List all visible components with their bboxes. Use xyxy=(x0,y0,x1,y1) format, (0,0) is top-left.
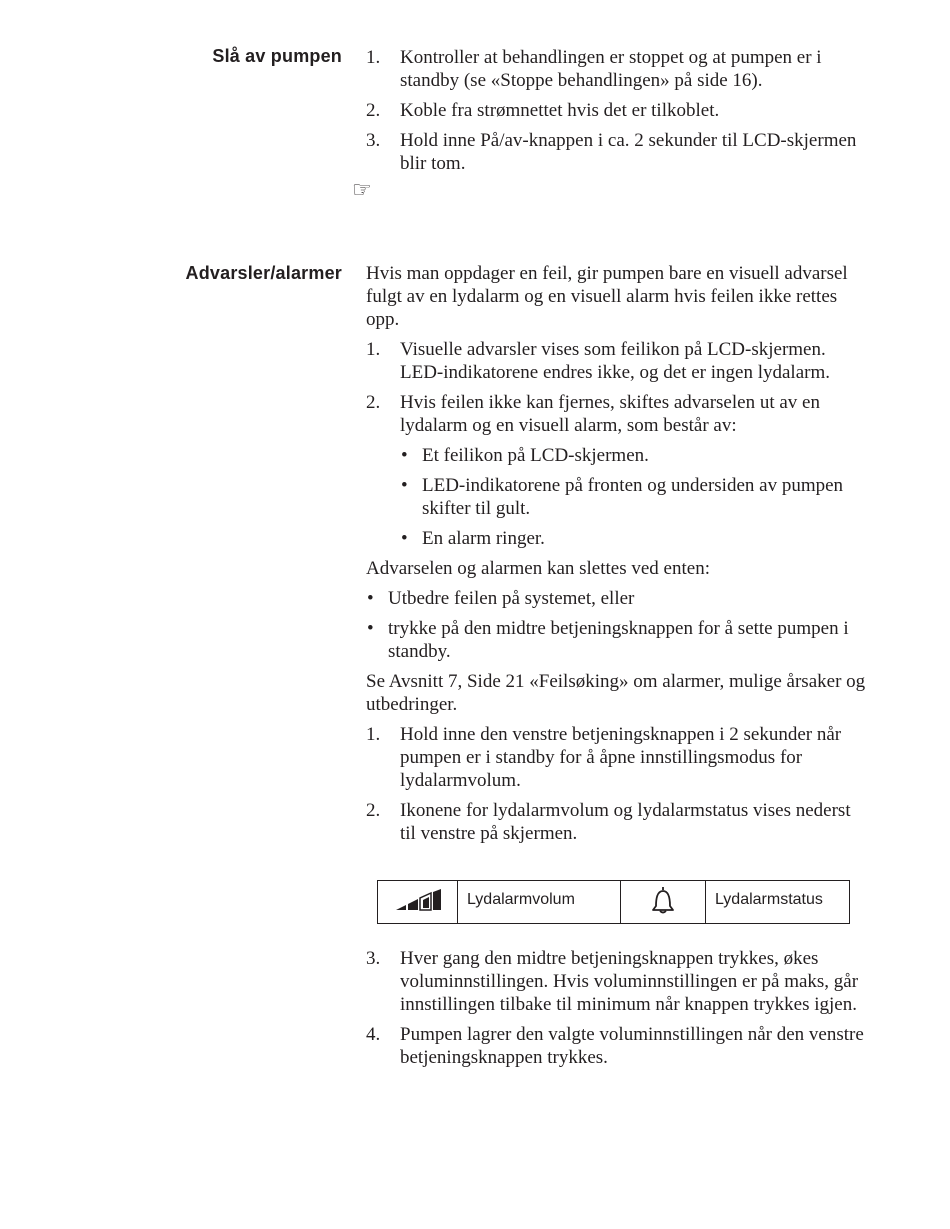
step-number: 2. xyxy=(366,392,381,413)
bullet: • xyxy=(367,618,374,639)
step-number: 4. xyxy=(366,1024,381,1045)
step-number: 1. xyxy=(366,47,381,68)
step-text: Visuelle advarsler vises som feilikon på LCD-skjermen. LED-indikatorene endres ikke, og det er ingen lydalarm. xyxy=(400,339,830,383)
step-text: Pumpen lagrer den valgte voluminnstillingen når den venstre betjeningsknappen trykkes. xyxy=(400,1024,864,1068)
step-number: 1. xyxy=(366,339,381,360)
step-number: 3. xyxy=(366,948,381,969)
list-item xyxy=(366,947,866,1016)
bullet-text: Utbedre feilen på systemet, eller xyxy=(388,588,635,609)
step-text: Hvis feilen ikke kan fjernes, skiftes advarselen ut av en lydalarm og en visuell alarm, som består av: xyxy=(400,392,820,436)
turn-off-steps xyxy=(366,46,866,182)
reference-paragraph: Se Avsnitt 7, Side 21 «Feilsøking» om alarmer, mulige årsaker og utbedringer. xyxy=(366,671,866,715)
list-item xyxy=(366,1023,866,1069)
warnings-alarms-body xyxy=(366,262,866,852)
list-item xyxy=(366,723,866,792)
clear-paragraph: Advarselen og alarmen kan slettes ved enten: xyxy=(366,558,710,579)
step-number: 1. xyxy=(366,724,381,745)
bullet: • xyxy=(401,475,408,496)
bullet: • xyxy=(401,528,408,549)
volume-bars-icon xyxy=(378,881,458,924)
list-item xyxy=(366,587,866,610)
list-item xyxy=(366,46,866,92)
list-item xyxy=(366,617,866,663)
list-item xyxy=(400,527,866,550)
volume-steps-continued xyxy=(366,947,866,1076)
status-label: Lydalarmstatus xyxy=(706,881,850,924)
bullet-text: Et feilikon på LCD-skjermen. xyxy=(422,445,649,466)
step-text: Ikonene for lydalarmvolum og lydalarmstatus vises nederst til venstre på skjermen. xyxy=(400,800,851,844)
bullet-text: LED-indikatorene på fronten og undersiden av pumpen skifter til gult. xyxy=(422,475,844,519)
list-item xyxy=(366,99,866,122)
bullet: • xyxy=(401,445,408,466)
step-number: 2. xyxy=(366,800,381,821)
step-text: Koble fra strømnettet hvis det er tilkoblet. xyxy=(400,100,720,121)
list-item xyxy=(366,129,866,175)
step-text: Hold inne På/av-knappen i ca. 2 sekunder til LCD-skjermen blir tom. xyxy=(400,130,857,174)
intro-paragraph: Hvis man oppdager en feil, gir pumpen bare en visuell advarsel fulgt av en lydalarm og en visuell alarm hvis feilen ikke rettes opp. xyxy=(366,263,848,330)
list-item xyxy=(366,391,866,437)
bell-icon xyxy=(621,881,706,924)
volume-label: Lydalarmvolum xyxy=(458,881,621,924)
bullet: • xyxy=(367,588,374,609)
section-heading-turn-off-pump: Slå av pumpen xyxy=(212,46,342,66)
bullet-text: trykke på den midtre betjeningsknappen for å sette pumpen i standby. xyxy=(388,618,849,662)
list-item xyxy=(366,799,866,845)
bullet-text: En alarm ringer. xyxy=(422,528,545,549)
list-item xyxy=(400,444,866,467)
step-number: 2. xyxy=(366,100,381,121)
alarm-icon-table xyxy=(377,880,850,924)
step-text: Hver gang den midtre betjeningsknappen trykkes, økes voluminnstillingen. Hvis voluminnstillingen er på maks, går innstillingen tilbake til minimum når knappen trykkes igjen. xyxy=(400,948,859,1015)
step-text: Kontroller at behandlingen er stoppet og at pumpen er i standby (se «Stoppe behandlingen» på side 16). xyxy=(400,47,822,91)
step-text: Hold inne den venstre betjeningsknappen i 2 sekunder når pumpen er i standby for å åpne innstillingsmodus for lydalarmvolum. xyxy=(400,724,842,791)
list-item xyxy=(366,338,866,384)
step-number: 3. xyxy=(366,130,381,151)
section-heading-warnings-alarms: Advarsler/alarmer xyxy=(185,263,342,283)
list-item xyxy=(400,474,866,520)
pointing-hand-icon: ☞ xyxy=(352,178,372,203)
